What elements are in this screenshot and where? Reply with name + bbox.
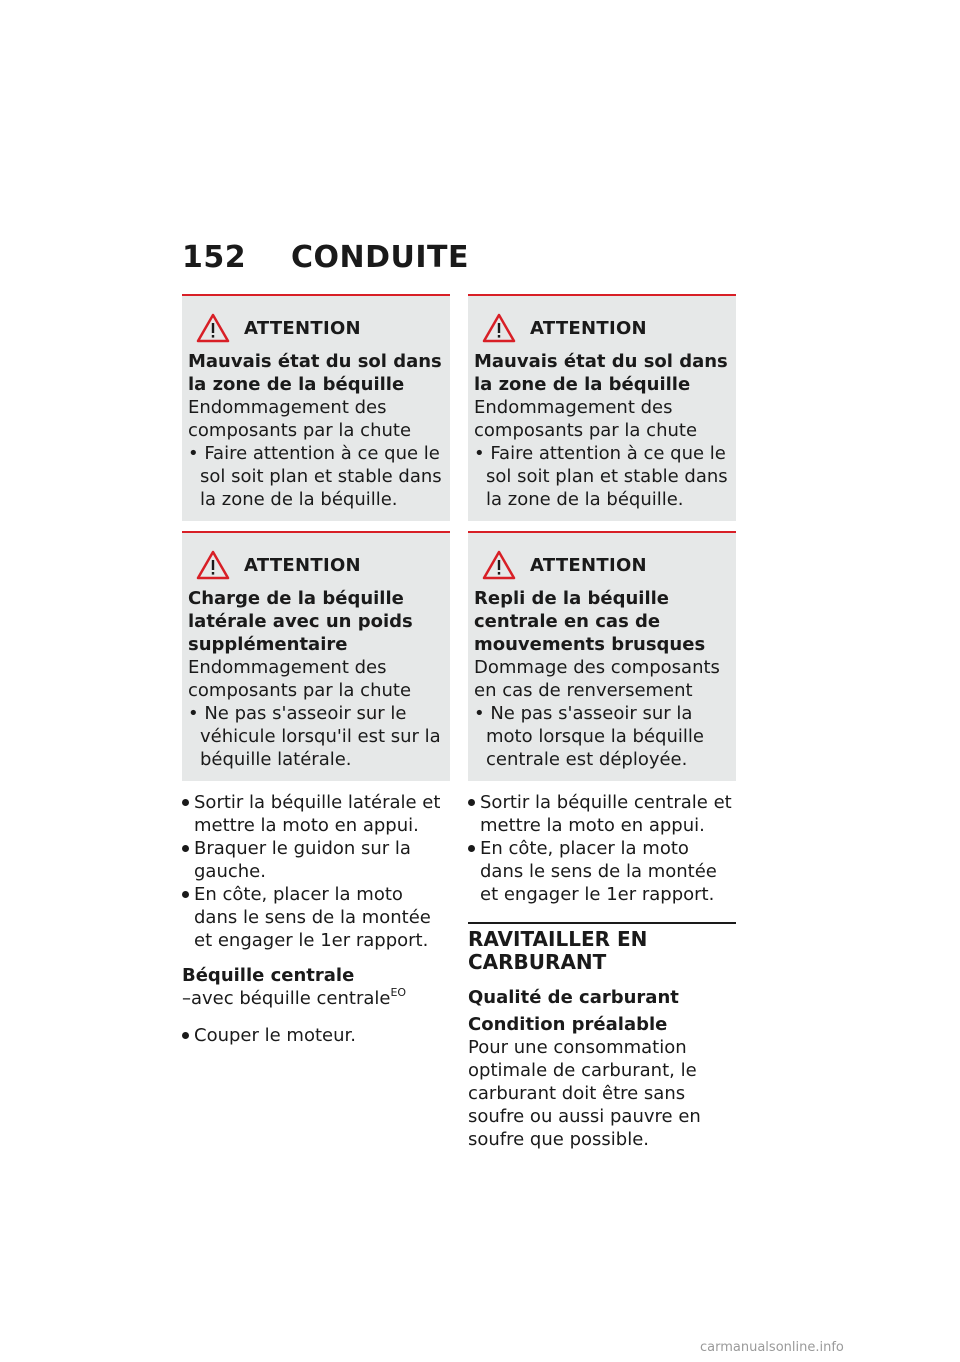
list-item: En côte, placer la moto dans le sens de la montée et engager le 1er rapport. (468, 837, 736, 906)
warning-text: Dommage des composants en cas de renversement (474, 657, 720, 701)
warning-triangle-icon (196, 313, 230, 343)
step-list (182, 791, 450, 952)
step-list (468, 791, 736, 906)
warning-triangle-icon (482, 550, 516, 580)
warning-box (182, 294, 450, 521)
paragraph: Pour une consommation optimale de carburant, le carburant doit être sans soufre ou aussi pauvre en soufre que possible. (468, 1037, 701, 1150)
right-column (468, 294, 736, 1151)
subheading: Condition préalable (468, 1014, 668, 1035)
warning-text: Endommagement des composants par la chute (188, 397, 412, 441)
warning-label: ATTENTION (244, 554, 361, 576)
list-item: En côte, placer la moto dans le sens de la montée et engager le 1er rapport. (182, 883, 450, 952)
warning-title: Repli de la béquille centrale en cas de mouvements brusques (474, 588, 706, 655)
warning-title: Charge de la béquille latérale avec un poids supplémentaire (188, 588, 413, 655)
warning-text: Endommagement des composants par la chute (474, 397, 698, 441)
section-title: RAVITAILLER EN CARBURANT (468, 922, 736, 974)
warning-bullet: • Faire attention à ce que le sol soit plan et stable dans la zone de la béquille. (474, 442, 730, 511)
warning-title: Mauvais état du sol dans la zone de la béquille (188, 351, 442, 395)
chapter-title: CONDUITE (290, 240, 469, 275)
option-line: –avec béquille centrale$^{EO}$ (182, 986, 407, 1009)
warning-box (468, 531, 736, 781)
warning-triangle-icon (196, 550, 230, 580)
warning-box (182, 531, 450, 781)
warning-bullet: • Ne pas s'asseoir sur la moto lorsque la béquille centrale est déployée. (474, 702, 730, 771)
warning-label: ATTENTION (244, 317, 361, 339)
list-item: Braquer le guidon sur la gauche. (182, 837, 450, 883)
watermark: carmanualsonline.info (700, 1340, 844, 1355)
page-number: 152 (182, 240, 247, 275)
list-item: Sortir la béquille centrale et mettre la moto en appui. (468, 791, 736, 837)
subheading: Qualité de carburant (468, 987, 679, 1008)
list-item: Couper le moteur. (182, 1024, 450, 1047)
warning-title: Mauvais état du sol dans la zone de la béquille (474, 351, 728, 395)
warning-text: Endommagement des composants par la chute (188, 657, 412, 701)
left-column (182, 294, 450, 1047)
warning-bullet: • Faire attention à ce que le sol soit plan et stable dans la zone de la béquille. (188, 442, 444, 511)
warning-triangle-icon (482, 313, 516, 343)
step-list (182, 1024, 450, 1047)
option-tag: EO (390, 986, 407, 999)
warning-label: ATTENTION (530, 554, 647, 576)
page-header (182, 240, 469, 275)
warning-box (468, 294, 736, 521)
list-item: Sortir la béquille latérale et mettre la moto en appui. (182, 791, 450, 837)
warning-bullet: • Ne pas s'asseoir sur le véhicule lorsqu'il est sur la béquille latérale. (188, 702, 444, 771)
subheading: Béquille centrale (182, 965, 355, 986)
warning-label: ATTENTION (530, 317, 647, 339)
